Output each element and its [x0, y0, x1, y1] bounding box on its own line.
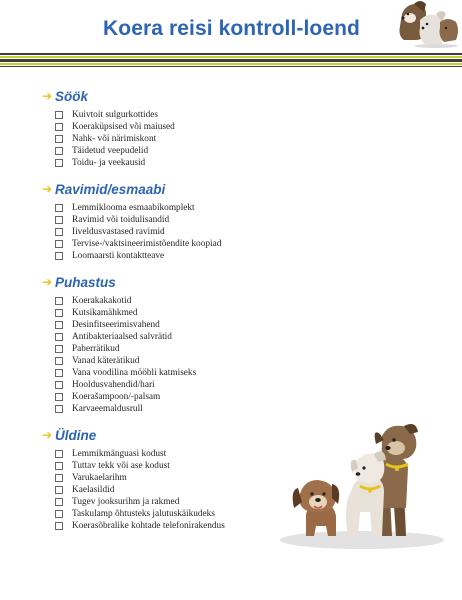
list-item[interactable]: Hooldusvahendid/hari [55, 379, 196, 391]
list-item[interactable]: Tervise-/vaktsineerimistõendite koopiad [55, 238, 221, 250]
dogs-illustration [276, 418, 446, 550]
list-item[interactable]: Vanad käterätikud [55, 355, 196, 367]
list-item[interactable]: Paberrätikud [55, 343, 196, 355]
list-item[interactable]: Ravimid või toidulisandid [55, 214, 221, 226]
checkbox-icon[interactable] [55, 381, 63, 389]
list-item[interactable]: Desinfitseerimisvahend [55, 319, 196, 331]
section-ravimid [42, 180, 221, 262]
checkbox-icon[interactable] [55, 369, 63, 377]
list-item[interactable]: Koeraküpsised või maiused [55, 121, 175, 133]
list-item[interactable]: Taskulamp õhtusteks jalutuskäikudeks [55, 508, 225, 520]
checkbox-icon[interactable] [55, 135, 63, 143]
arrow-right-icon: ➔ [42, 428, 53, 442]
checkbox-icon[interactable] [55, 498, 63, 506]
list-item[interactable]: Tugev jooksurihm ja rakmed [55, 496, 225, 508]
list-item[interactable]: Lemmiklooma esmaabikomplekt [55, 202, 221, 214]
header-stripes [0, 53, 462, 67]
list-item[interactable]: Loomaarsti kontaktteave [55, 250, 221, 262]
list-item[interactable]: Koerašampoon/-palsam [55, 391, 196, 403]
section-uldine [42, 426, 225, 532]
list-item[interactable]: Kutsikamähkmed [55, 307, 196, 319]
list-item[interactable]: Varukaelarihm [55, 472, 225, 484]
checkbox-icon[interactable] [55, 345, 63, 353]
section-title: Ravimid/esmaabi [55, 181, 166, 197]
arrow-right-icon: ➔ [42, 89, 53, 103]
list-item[interactable]: Kuivtoit sulgurkottides [55, 109, 175, 121]
arrow-right-icon: ➔ [42, 182, 53, 196]
checkbox-icon[interactable] [55, 522, 63, 530]
checkbox-icon[interactable] [55, 252, 63, 260]
list-item[interactable]: Kaelasildid [55, 484, 225, 496]
checkbox-icon[interactable] [55, 450, 63, 458]
section-title: Üldine [55, 427, 97, 443]
checkbox-icon[interactable] [55, 357, 63, 365]
list-item[interactable]: Karvaeemaldusrull [55, 403, 196, 415]
list-item[interactable]: Iiveldusvastased ravimid [55, 226, 221, 238]
checkbox-icon[interactable] [55, 462, 63, 470]
checkbox-icon[interactable] [55, 393, 63, 401]
checkbox-icon[interactable] [55, 309, 63, 317]
section-puhastus [42, 273, 196, 415]
checkbox-icon[interactable] [55, 111, 63, 119]
section-title: Puhastus [55, 274, 116, 290]
list-item[interactable]: Koerasõbralike kohtade telefonirakendus [55, 520, 225, 532]
checkbox-icon[interactable] [55, 123, 63, 131]
list-item[interactable]: Nahk- või närimiskont [55, 133, 175, 145]
arrow-right-icon: ➔ [42, 275, 53, 289]
dogs-illustration-small [380, 0, 460, 48]
list-item[interactable]: Tuttav tekk või ase kodust [55, 460, 225, 472]
checkbox-icon[interactable] [55, 240, 63, 248]
checkbox-icon[interactable] [55, 321, 63, 329]
list-item[interactable]: Vana voodilina mööbli katmiseks [55, 367, 196, 379]
section-title: Söök [55, 88, 89, 104]
checkbox-icon[interactable] [55, 147, 63, 155]
list-item[interactable]: Koerakakakotid [55, 295, 196, 307]
checkbox-icon[interactable] [55, 216, 63, 224]
checkbox-icon[interactable] [55, 204, 63, 212]
checkbox-icon[interactable] [55, 228, 63, 236]
list-item[interactable]: Lemmikmänguasi kodust [55, 448, 225, 460]
checkbox-icon[interactable] [55, 333, 63, 341]
checkbox-icon[interactable] [55, 510, 63, 518]
checkbox-icon[interactable] [55, 159, 63, 167]
checkbox-icon[interactable] [55, 486, 63, 494]
list-item[interactable]: Täidetud veepudelid [55, 145, 175, 157]
checkbox-icon[interactable] [55, 405, 63, 413]
page-title: Koera reisi kontroll-loend [103, 17, 360, 40]
checkbox-icon[interactable] [55, 297, 63, 305]
list-item[interactable]: Toidu- ja veekausid [55, 157, 175, 169]
checkbox-icon[interactable] [55, 474, 63, 482]
list-item[interactable]: Antibakteriaalsed salvrätid [55, 331, 196, 343]
section-sook [42, 87, 175, 169]
